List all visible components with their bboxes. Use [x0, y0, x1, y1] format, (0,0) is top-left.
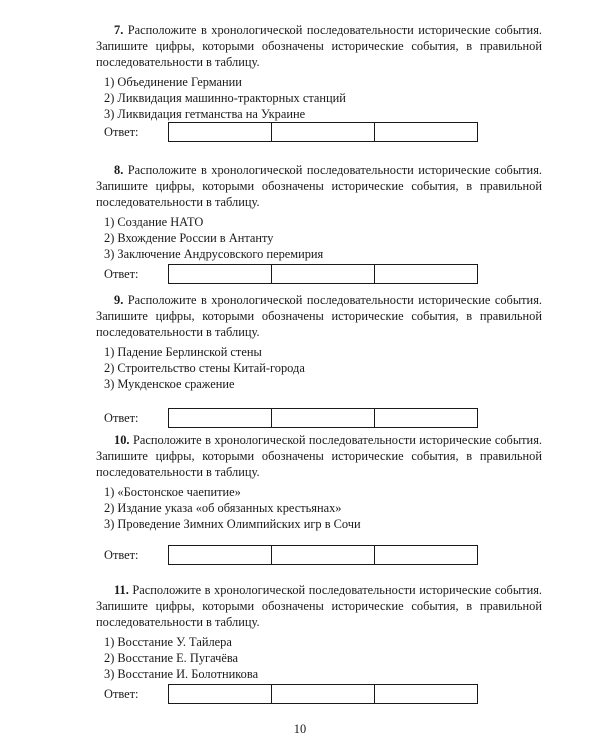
- task-10: [96, 432, 542, 562]
- task-10-number: 10.: [114, 433, 130, 447]
- task-11-option-3: 3) Восстание И. Болотникова: [104, 667, 259, 681]
- task-7-option-1: 1) Объединение Германии: [104, 75, 242, 89]
- task-9-answer-row: [96, 408, 478, 428]
- task-7: [96, 22, 542, 139]
- task-11: [96, 582, 542, 701]
- task-8-text: Расположите в хронологической последовательности исторические события. Запишите цифры, которыми обозначены исторические события, в правильной последовательности в таблицу.: [96, 163, 542, 209]
- task-9-option-1: 1) Падение Берлинской стены: [104, 345, 262, 359]
- task-7-options: [104, 74, 542, 122]
- answer-cell[interactable]: [169, 123, 272, 141]
- task-8-answer-row: [96, 264, 478, 284]
- answer-cell[interactable]: [169, 685, 272, 703]
- task-11-option-1: 1) Восстание У. Тайлера: [104, 635, 232, 649]
- task-9-option-2: 2) Строительство стены Китай-города: [104, 361, 305, 375]
- task-10-prompt: [96, 432, 542, 480]
- answer-label: Ответ:: [104, 410, 139, 425]
- task-9-number: 9.: [114, 293, 124, 307]
- answer-cell[interactable]: [272, 123, 375, 141]
- answer-cell[interactable]: [272, 265, 375, 283]
- task-11-prompt: [96, 582, 542, 630]
- task-8-options: [104, 214, 542, 262]
- task-7-prompt: [96, 22, 542, 70]
- task-8-option-3: 3) Заключение Андрусовского перемирия: [104, 247, 324, 261]
- task-8-answer-table: [168, 264, 478, 284]
- answer-cell[interactable]: [272, 409, 375, 427]
- task-10-option-1: 1) «Бостонское чаепитие»: [104, 485, 241, 499]
- answer-label: Ответ:: [104, 266, 139, 281]
- task-9-prompt: [96, 292, 542, 340]
- task-8-prompt: [96, 162, 542, 210]
- answer-cell[interactable]: [169, 265, 272, 283]
- task-8-number: 8.: [114, 163, 124, 177]
- task-11-answer-table: [168, 684, 478, 704]
- answer-cell[interactable]: [375, 123, 477, 141]
- task-9-options: [104, 344, 542, 392]
- task-7-text: Расположите в хронологической последовательности исторические события. Запишите цифры, которыми обозначены исторические события, в правильной последовательности в таблицу.: [96, 23, 542, 69]
- task-8-option-2: 2) Вхождение России в Антанту: [104, 231, 274, 245]
- task-10-options: [104, 484, 542, 532]
- page-number: 10: [293, 722, 307, 736]
- task-7-option-3: 3) Ликвидация гетманства на Украине: [104, 107, 306, 121]
- answer-cell[interactable]: [272, 685, 375, 703]
- task-10-answer-table: [168, 545, 478, 565]
- task-9: [96, 292, 542, 425]
- task-9-text: Расположите в хронологической последовательности исторические события. Запишите цифры, которыми обозначены исторические события, в правильной последовательности в таблицу.: [96, 293, 542, 339]
- answer-cell[interactable]: [375, 409, 477, 427]
- task-7-number: 7.: [114, 23, 124, 37]
- task-9-option-3: 3) Мукденское сражение: [104, 377, 235, 391]
- answer-cell[interactable]: [169, 409, 272, 427]
- task-11-answer-row: [96, 684, 478, 704]
- task-10-answer-row: [96, 545, 478, 565]
- task-7-option-2: 2) Ликвидация машинно-тракторных станций: [104, 91, 346, 105]
- answer-cell[interactable]: [272, 546, 375, 564]
- task-8: [96, 162, 542, 281]
- task-10-option-3: 3) Проведение Зимних Олимпийских игр в Сочи: [104, 517, 361, 531]
- task-11-options: [104, 634, 542, 682]
- answer-label: Ответ:: [104, 124, 139, 139]
- answer-label: Ответ:: [104, 547, 139, 562]
- task-10-option-2: 2) Издание указа «об обязанных крестьянах»: [104, 501, 342, 515]
- task-11-text: Расположите в хронологической последовательности исторические события. Запишите цифры, которыми обозначены исторические события, в правильной последовательности в таблицу.: [96, 583, 542, 629]
- task-7-answer-row: [96, 122, 478, 142]
- answer-cell[interactable]: [375, 546, 477, 564]
- answer-label: Ответ:: [104, 686, 139, 701]
- task-8-option-1: 1) Создание НАТО: [104, 215, 204, 229]
- task-11-option-2: 2) Восстание Е. Пугачёва: [104, 651, 239, 665]
- task-9-answer-table: [168, 408, 478, 428]
- answer-cell[interactable]: [375, 685, 477, 703]
- task-11-number: 11.: [114, 583, 129, 597]
- task-7-answer-table: [168, 122, 478, 142]
- task-10-text: Расположите в хронологической последовательности исторические события. Запишите цифры, которыми обозначены исторические события, в правильной последовательности в таблицу.: [96, 433, 542, 479]
- answer-cell[interactable]: [169, 546, 272, 564]
- answer-cell[interactable]: [375, 265, 477, 283]
